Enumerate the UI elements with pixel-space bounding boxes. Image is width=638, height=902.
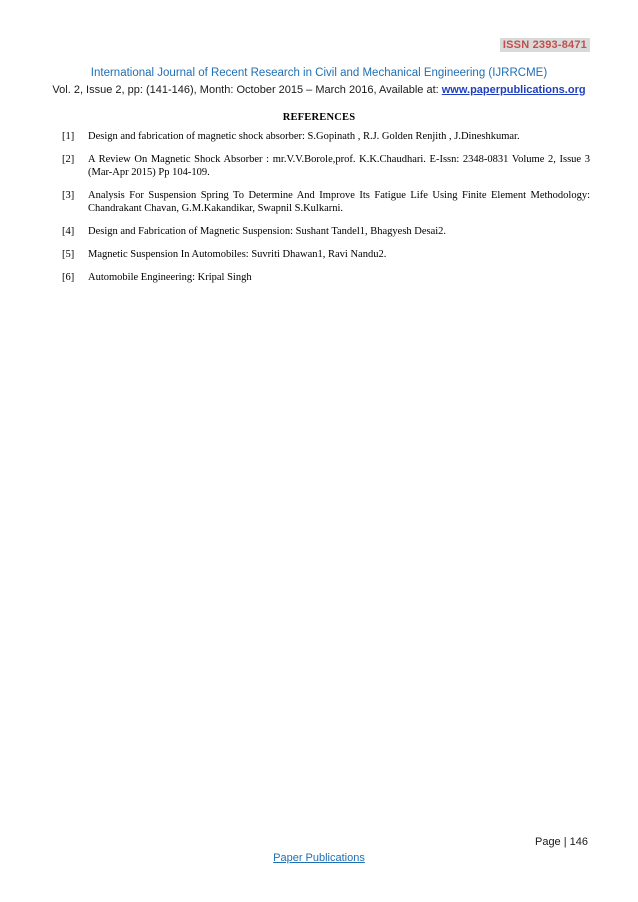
- reference-item: [62, 271, 590, 284]
- journal-info: [0, 84, 638, 96]
- reference-item: [62, 153, 590, 179]
- reference-item: [62, 130, 590, 143]
- reference-item: [62, 225, 590, 238]
- reference-text: Magnetic Suspension In Automobiles: Suvriti Dhawan1, Ravi Nandu2.: [88, 249, 387, 260]
- page-number: Page | 146: [534, 836, 588, 848]
- reference-text: Analysis For Suspension Spring To Determine And Improve Its Fatigue Life Using Finite Element Methodology: Chandrakant Chavan, G.M.Kakandikar, Swapnil S.Kulkarni.: [88, 190, 590, 214]
- reference-text: A Review On Magnetic Shock Absorber : mr.V.V.Borole,prof. K.K.Chaudhari. E-Issn: 2348-0831 Volume 2, Issue 3 (Mar-Apr 2015) Pp 104-109.: [88, 154, 590, 178]
- journal-url-link[interactable]: www.paperpublications.org: [441, 84, 586, 96]
- reference-number: [6]: [62, 272, 75, 283]
- journal-title: International Journal of Recent Research in Civil and Mechanical Engineering (IJRRCME): [90, 67, 548, 79]
- reference-item: [62, 189, 590, 215]
- journal-info-text: Vol. 2, Issue 2, pp: (141-146), Month: October 2015 – March 2016, Available at:: [52, 84, 442, 96]
- reference-number: [3]: [62, 190, 75, 201]
- reference-text: Design and fabrication of magnetic shock absorber: S.Gopinath , R.J. Golden Renjith , J.Dineshkumar.: [88, 131, 520, 142]
- issn-badge: ISSN 2393-8471: [500, 38, 590, 52]
- references-heading: REFERENCES: [282, 112, 356, 123]
- reference-number: [2]: [62, 154, 75, 165]
- reference-text: Automobile Engineering: Kripal Singh: [88, 272, 252, 283]
- reference-number: [5]: [62, 249, 75, 260]
- reference-item: [62, 248, 590, 261]
- reference-text: Design and Fabrication of Magnetic Suspension: Sushant Tandel1, Bhagyesh Desai2.: [88, 226, 447, 237]
- reference-number: [4]: [62, 226, 75, 237]
- reference-list: [62, 130, 590, 294]
- publisher-link[interactable]: Paper Publications: [273, 852, 365, 864]
- reference-number: [1]: [62, 131, 75, 142]
